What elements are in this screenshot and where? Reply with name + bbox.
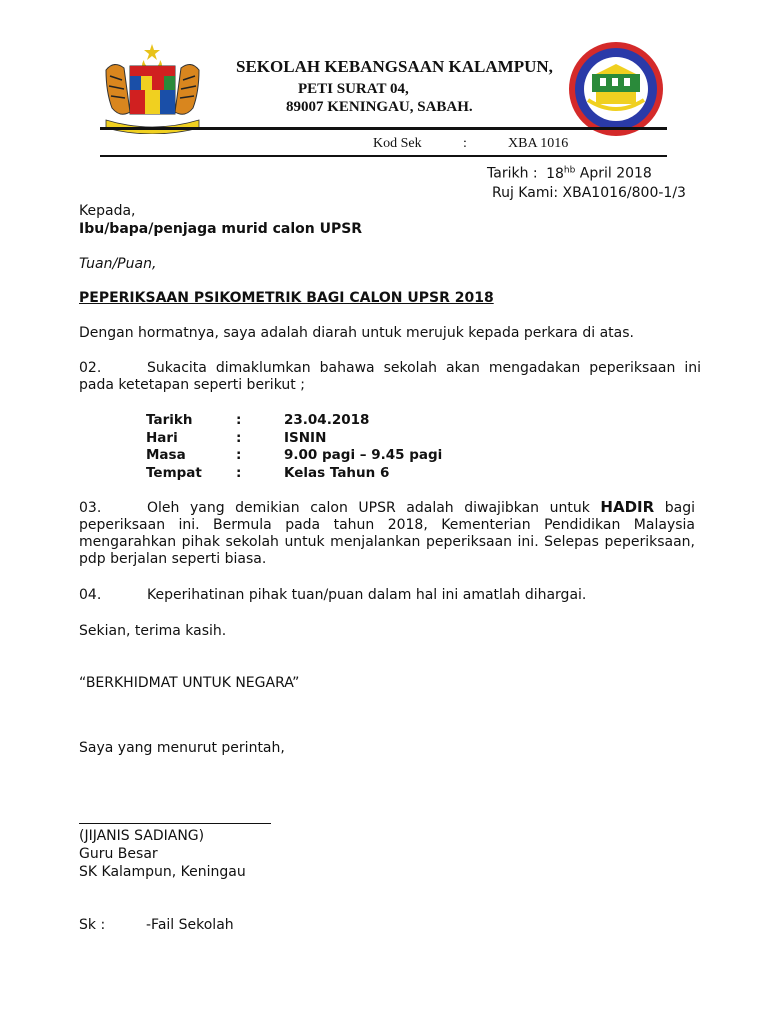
closing-line: Sekian, terima kasih. (79, 623, 227, 639)
service-motto: “BERKHIDMAT UNTUK NEGARA” (79, 675, 300, 691)
letter-date (487, 165, 652, 182)
detail-colon: : (236, 412, 242, 428)
details-table (146, 412, 442, 482)
detail-value: ISNIN (284, 429, 327, 446)
school-badge-logo (566, 40, 666, 138)
detail-value: Kelas Tahun 6 (284, 464, 390, 481)
paragraph-04-number: 04. (79, 587, 102, 603)
date-day: $18^{hb}$ (546, 165, 576, 182)
cc-value: -Fail Sekolah (146, 917, 234, 933)
paragraph-04 (79, 587, 586, 603)
signature-line (79, 823, 271, 824)
paragraph-03-emphasis: HADIR (600, 498, 655, 516)
detail-label: Tempat (146, 464, 202, 481)
detail-row (146, 412, 442, 430)
kod-sek-value: XBA 1016 (508, 136, 569, 151)
detail-label: Hari (146, 429, 178, 446)
signatory-title: Guru Besar (79, 846, 158, 862)
paragraph-04-text: Keperihatinan pihak tuan/puan dalam hal ini amatlah dihargai. (147, 587, 587, 603)
detail-colon: : (236, 447, 242, 463)
date-label: Tarikh : (487, 165, 538, 182)
detail-row (146, 465, 442, 483)
opening-paragraph: Dengan hormatnya, saya adalah diarah untuk merujuk kepada perkara di atas. (79, 325, 634, 341)
detail-row (146, 447, 442, 465)
detail-colon: : (236, 429, 242, 446)
detail-value: 9.00 pagi – 9.45 pagi (284, 447, 443, 463)
detail-label: Tarikh (146, 412, 193, 428)
header-rule-thick (100, 127, 667, 130)
cc-label: Sk : (79, 917, 106, 933)
letter-subject: PEPERIKSAAN PSIKOMETRIK BAGI CALON UPSR 2018 (79, 290, 494, 306)
kod-sek-colon: : (463, 136, 467, 151)
detail-colon: : (236, 464, 242, 481)
paragraph-02-text: Sukacita dimaklumkan bahawa sekolah akan mengadakan peperiksaan ini pada ketetapan seperti berikut ; (79, 360, 701, 393)
recipient-heading: Kepada, (79, 203, 136, 219)
recipient-name: Ibu/bapa/penjaga murid calon UPSR (79, 221, 363, 237)
date-rest: April 2018 (579, 165, 652, 182)
po-box: PETI SURAT 04, (298, 81, 409, 97)
school-name: SEKOLAH KEBANGSAAN KALAMPUN, (236, 57, 553, 76)
detail-value: 23.04.2018 (284, 412, 370, 428)
header-rule-thin (100, 155, 667, 157)
reference-number (492, 185, 686, 201)
signatory-organization: SK Kalampun, Keningau (79, 864, 246, 880)
detail-row (146, 430, 442, 448)
reference-label: Ruj Kami: (492, 185, 559, 201)
paragraph-02-number: 02. (79, 360, 102, 376)
paragraph-02 (79, 360, 701, 394)
salutation: Tuan/Puan, (79, 256, 157, 272)
paragraph-03-text-start: Oleh yang demikian calon UPSR adalah diwajibkan untuk (147, 500, 601, 516)
detail-label: Masa (146, 447, 186, 463)
signatory-name: (JIJANIS SADIANG) (79, 828, 205, 844)
paragraph-03 (79, 499, 695, 568)
paragraph-03-text-end: bagi peperiksaan ini. Bermula pada tahun 2018, Kementerian Pendidikan Malaysia mengarahkan pihak sekolah untuk menjalankan peperiksaan ini. Selepas peperiksaan, pdp berjalan seperti biasa. (79, 500, 695, 567)
kod-sek-label: Kod Sek (373, 136, 422, 151)
school-address: 89007 KENINGAU, SABAH. (286, 99, 473, 115)
reference-value: XBA1016/800-1/3 (562, 185, 686, 201)
date-suffix: hb (563, 165, 576, 175)
paragraph-03-number: 03. (79, 500, 102, 516)
malaysia-coat-of-arms-logo (100, 42, 205, 134)
order-line: Saya yang menurut perintah, (79, 740, 285, 756)
